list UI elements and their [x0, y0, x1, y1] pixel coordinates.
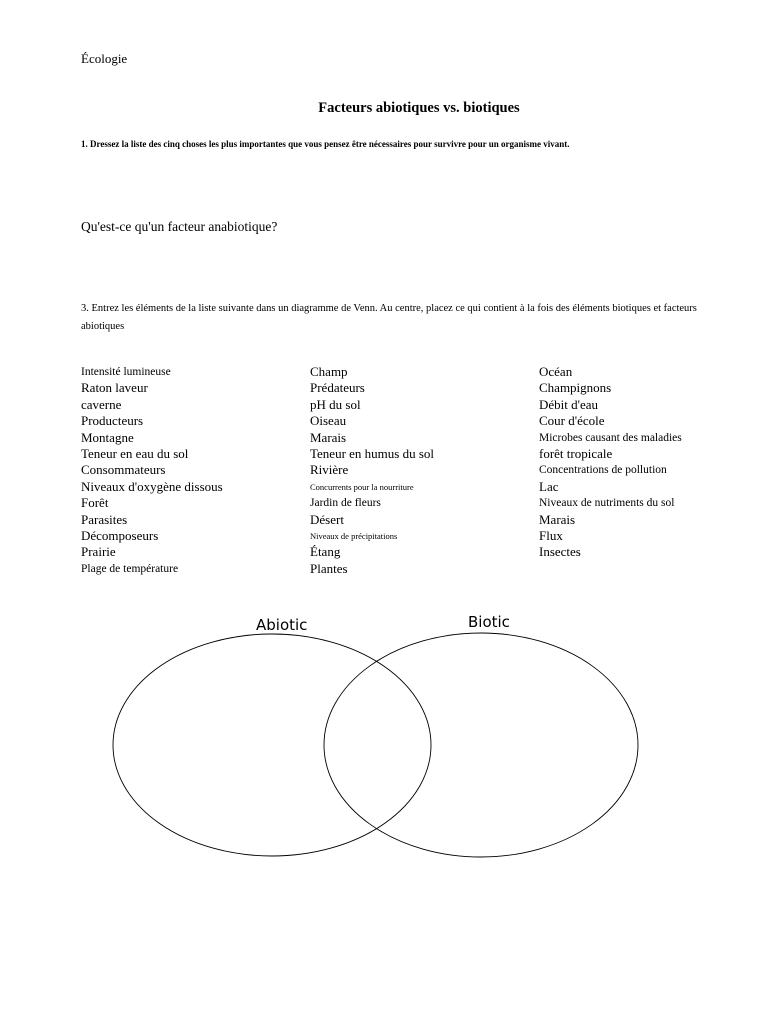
list-item: Niveaux de précipitations	[310, 530, 398, 541]
abiotic-circle	[113, 634, 431, 856]
list-item: Plage de température	[81, 562, 179, 575]
list-item: Insectes	[539, 544, 581, 560]
list-item: Niveaux d'oxygène dissous	[81, 478, 223, 494]
list-item: Jardin de fleurs	[310, 497, 381, 510]
list-item: Décomposeurs	[81, 527, 159, 543]
question-3: 3. Entrez les éléments de la liste suivante dans un diagramme de Venn. Au centre, placez ce qui contient à la fois des éléments biotiques et facteurs abiotiques	[81, 303, 697, 332]
list-item: Prairie	[81, 544, 116, 560]
word-list-column-3	[539, 364, 682, 561]
word-list-column-1	[81, 364, 223, 577]
list-item: caverne	[81, 396, 122, 412]
list-item: Intensité lumineuse	[81, 366, 171, 378]
list-item: Niveaux de nutriments du sol	[539, 497, 675, 510]
list-item: Consommateurs	[81, 462, 166, 478]
list-item: Concentrations de pollution	[539, 464, 667, 477]
list-item: Désert	[310, 511, 344, 527]
list-item: Champ	[310, 364, 348, 379]
list-item: Prédateurs	[310, 380, 365, 396]
abiotic-label: Abiotic	[256, 616, 308, 634]
list-item: Microbes causant des maladies	[539, 431, 682, 444]
list-item: Champignons	[539, 380, 612, 396]
biotic-label: Biotic	[468, 613, 510, 631]
list-item: Océan	[539, 364, 573, 379]
list-item: Oiseau	[310, 413, 347, 429]
list-item: Cour d'école	[539, 413, 605, 429]
list-item: forêt tropicale	[539, 445, 613, 461]
page-title: Facteurs abiotiques vs. biotiques	[318, 100, 520, 116]
list-item: Marais	[310, 429, 347, 445]
list-item: Débit d'eau	[539, 396, 599, 412]
list-item: pH du sol	[310, 396, 361, 412]
list-item: Étang	[310, 544, 341, 560]
list-item: Teneur en eau du sol	[81, 445, 189, 461]
list-item: Flux	[539, 527, 563, 543]
list-item: Parasites	[81, 511, 128, 527]
list-item: Plantes	[310, 560, 348, 576]
list-item: Raton laveur	[81, 380, 148, 396]
list-item: Lac	[539, 478, 559, 494]
question-1: 1. Dressez la liste des cinq choses les plus importantes que vous pensez être nécessaires pour survivre pour un organisme vivant.	[81, 139, 570, 149]
word-list-column-2	[310, 364, 434, 577]
list-item: Concurrents pour la nourriture	[310, 481, 414, 492]
list-item: Rivière	[310, 462, 349, 478]
list-item: Marais	[539, 511, 576, 527]
list-item: Forêt	[81, 495, 109, 511]
question-2: Qu'est-ce qu'un facteur anabiotique?	[81, 219, 278, 234]
list-item: Producteurs	[81, 413, 144, 429]
list-item: Montagne	[81, 429, 134, 445]
subject-label: Écologie	[81, 51, 128, 66]
list-item: Teneur en humus du sol	[310, 445, 435, 461]
venn-diagram	[0, 600, 768, 870]
biotic-circle	[324, 633, 638, 857]
